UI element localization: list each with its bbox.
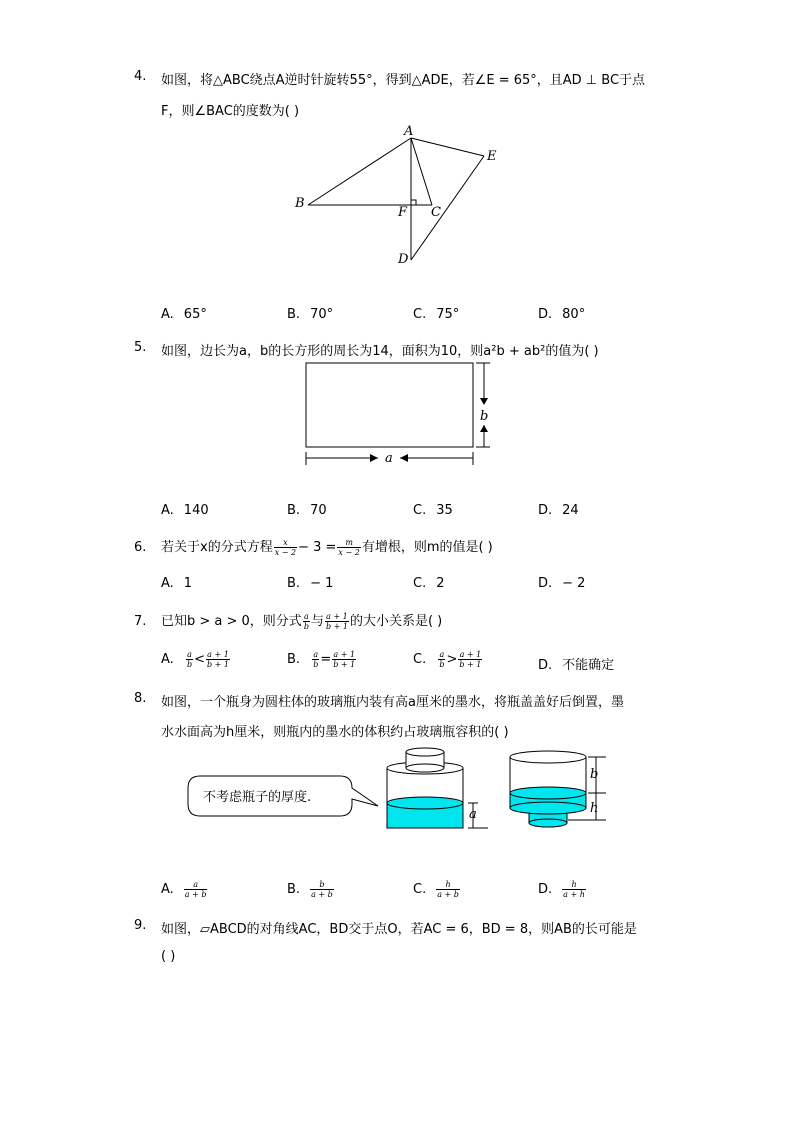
option-label: B. <box>287 307 301 322</box>
fraction <box>332 650 356 669</box>
numerator: a <box>303 612 309 621</box>
comparison-operator: < <box>194 652 205 667</box>
fraction <box>438 650 445 669</box>
point-label-a: A <box>404 124 414 139</box>
option-a[interactable] <box>161 576 192 591</box>
question-text: ( ) <box>161 949 176 964</box>
option-b[interactable] <box>287 880 335 899</box>
text-segment: 与 <box>310 614 324 629</box>
callout-text: 不考虑瓶子的厚度. <box>203 790 312 805</box>
option-label: B. <box>287 576 301 591</box>
fraction <box>310 880 334 899</box>
fraction <box>562 880 586 899</box>
option-d[interactable] <box>538 503 579 518</box>
option-a[interactable] <box>161 650 231 669</box>
numerator: h <box>562 880 586 890</box>
option-label: B. <box>287 882 301 897</box>
denominator: a + b <box>311 890 333 899</box>
point-label-c: C <box>431 205 441 220</box>
numerator: a + 1 <box>459 650 482 659</box>
option-value: 35 <box>436 503 453 518</box>
option-b[interactable] <box>287 307 333 322</box>
question-number: 4. <box>134 69 147 84</box>
option-value: 70 <box>310 503 327 518</box>
question-text: F，则∠BAC的度数为( ) <box>161 104 300 119</box>
fraction <box>186 650 193 669</box>
denominator: b + 1 <box>206 660 229 669</box>
option-b[interactable] <box>287 576 333 591</box>
question-text: 如图，一个瓶身为圆柱体的玻璃瓶内装有高a厘米的墨水，将瓶盖盖好后倒置，墨 <box>161 695 624 710</box>
triangle-rotation-figure <box>290 118 510 270</box>
numerator: a + 1 <box>326 612 348 621</box>
option-label: A. <box>161 307 174 322</box>
option-label: B. <box>287 652 301 667</box>
numerator: a + 1 <box>207 650 229 659</box>
height-label-a: a <box>469 807 477 822</box>
question-text <box>161 610 442 631</box>
option-b[interactable] <box>287 650 357 669</box>
denominator: b <box>186 660 193 669</box>
option-c[interactable] <box>413 880 461 899</box>
numerator: a <box>187 650 192 659</box>
rectangle-figure <box>300 358 500 468</box>
text-segment: 已知b > a > 0，则分式 <box>161 614 302 629</box>
option-label: C. <box>413 882 427 897</box>
denominator: a + b <box>437 890 459 899</box>
numerator: h <box>436 880 460 890</box>
denominator: a + h <box>563 890 585 899</box>
option-label: C. <box>413 503 427 518</box>
denominator: x − 2 <box>338 548 360 557</box>
numerator: a <box>184 880 208 890</box>
option-c[interactable] <box>413 503 453 518</box>
question-text: 水水面高为h厘米，则瓶内的墨水的体积约占玻璃瓶容积的( ) <box>161 725 509 740</box>
option-b[interactable] <box>287 503 327 518</box>
question-text: 如图，边长为a，b的长方形的周长为14，面积为10，则a²b + ab²的值为( ) <box>161 344 599 359</box>
option-value: 1 <box>183 576 193 591</box>
denominator: b + 1 <box>459 660 482 669</box>
fraction <box>206 650 230 669</box>
question-number: 5. <box>134 340 147 355</box>
option-value: − 1 <box>310 576 334 591</box>
fraction <box>325 612 349 631</box>
denominator: b + 1 <box>333 660 356 669</box>
point-label-d: D <box>398 252 409 267</box>
numerator: a + 1 <box>333 650 356 659</box>
option-label: D. <box>538 503 553 518</box>
fraction <box>458 650 482 669</box>
fraction <box>312 650 319 669</box>
option-value: − 2 <box>562 576 586 591</box>
side-label-a: a <box>385 451 393 466</box>
question-number: 6. <box>134 540 147 555</box>
option-label: D. <box>538 307 553 322</box>
fraction <box>303 612 310 631</box>
option-label: A. <box>161 652 174 667</box>
point-label-e: E <box>487 149 497 164</box>
option-a[interactable] <box>161 880 208 899</box>
question-number: 9. <box>134 918 147 933</box>
option-d[interactable] <box>538 307 585 322</box>
numerator: b <box>310 880 334 890</box>
height-label-h: h <box>590 801 599 816</box>
option-label: A. <box>161 576 174 591</box>
ink-bottle-figure <box>180 740 620 835</box>
text-segment: 有增根，则m的值是( ) <box>361 540 493 555</box>
numerator: x <box>274 538 297 548</box>
denominator: x − 2 <box>274 548 297 557</box>
point-label-b: B <box>295 196 305 211</box>
option-label: A. <box>161 503 174 518</box>
fraction <box>274 538 297 557</box>
option-label: A. <box>161 882 174 897</box>
fraction <box>436 880 460 899</box>
side-label-b: b <box>480 409 489 424</box>
option-c[interactable] <box>413 576 445 591</box>
question-text: 如图，将△ABC绕点A逆时针旋转55°，得到△ADE，若∠E = 65°，且AD ⊥ BC于点 <box>161 73 646 88</box>
fraction <box>337 538 360 557</box>
numerator: m <box>337 538 360 548</box>
denominator: b + 1 <box>325 622 348 631</box>
option-value: 不能确定 <box>562 658 615 673</box>
option-label: C. <box>413 652 427 667</box>
denominator: a + b <box>184 890 207 899</box>
option-label: C. <box>413 307 427 322</box>
option-value: 2 <box>436 576 445 591</box>
question-text: 如图，▱ABCD的对角线AC，BD交于点O，若AC = 6，BD = 8，则AB的长可能是 <box>161 922 637 937</box>
option-label: D. <box>538 658 553 673</box>
question-text <box>161 536 493 557</box>
text-segment: − 3 = <box>298 540 337 555</box>
numerator: a <box>313 650 319 659</box>
option-d[interactable] <box>538 880 587 899</box>
option-label: D. <box>538 576 553 591</box>
option-value: 80° <box>562 307 586 322</box>
question-number: 7. <box>134 614 147 629</box>
comparison-operator: > <box>446 652 458 667</box>
question-number: 8. <box>134 691 147 706</box>
denominator: b <box>313 660 319 669</box>
text-segment: 的大小关系是( ) <box>349 614 443 629</box>
option-label: B. <box>287 503 301 518</box>
option-value: 140 <box>183 503 209 518</box>
fraction <box>184 880 208 899</box>
option-a[interactable] <box>161 503 209 518</box>
option-value: 65° <box>183 307 207 322</box>
option-c[interactable] <box>413 307 459 322</box>
option-value: 24 <box>562 503 579 518</box>
denominator: b <box>303 622 309 631</box>
option-d[interactable] <box>538 576 585 591</box>
option-c[interactable] <box>413 650 483 669</box>
height-label-b: b <box>590 767 599 782</box>
numerator: a <box>439 650 445 659</box>
option-d[interactable] <box>538 654 614 673</box>
text-segment: 若关于x的分式方程 <box>161 540 273 555</box>
option-label: D. <box>538 882 553 897</box>
option-value: 75° <box>436 307 460 322</box>
denominator: b <box>439 660 445 669</box>
option-a[interactable] <box>161 307 207 322</box>
option-label: C. <box>413 576 427 591</box>
option-value: 70° <box>310 307 334 322</box>
comparison-operator: = <box>320 652 332 667</box>
point-label-f: F <box>398 205 408 220</box>
